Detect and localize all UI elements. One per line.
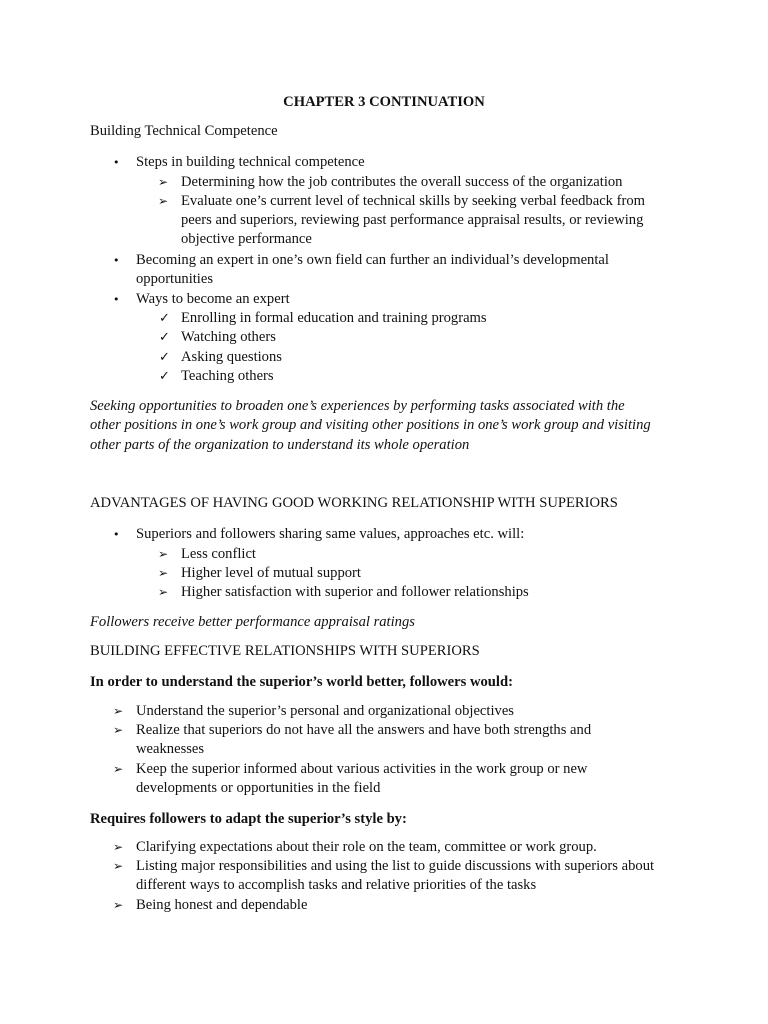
sub-item-evaluate-line2: peers and superiors, reviewing past performance appraisal results, or reviewing — [181, 212, 644, 228]
arrow-marker: ➢ — [113, 898, 124, 912]
list-item-listing-line1: Listing major responsibilities and using the list to guide discussions with superiors about — [136, 858, 655, 874]
italic-paragraph-line1: Seeking opportunities to broaden one’s experiences by performing tasks associated with the — [90, 398, 625, 414]
arrow-marker: ➢ — [113, 723, 124, 737]
list-item-understand-objectives: Understand the superior’s personal and organizational objectives — [136, 703, 514, 719]
italic-paragraph-line2: other positions in one’s work group and visiting other positions in one’s work group and visiting — [90, 417, 651, 433]
arrow-marker: ➢ — [158, 585, 169, 599]
check-item-asking: Asking questions — [181, 349, 282, 365]
arrow-marker: ➢ — [113, 859, 124, 873]
check-icon: ✓ — [159, 350, 170, 365]
bullet-marker: • — [113, 156, 120, 169]
check-item-watching: Watching others — [181, 329, 276, 345]
bold-line-adapt-style: Requires followers to adapt the superior’s style by: — [90, 811, 407, 827]
italic-paragraph-line3: other parts of the organization to understand its whole operation — [90, 437, 470, 453]
list-item-realize-line1: Realize that superiors do not have all the answers and have both strengths and — [136, 722, 592, 738]
arrow-marker: ➢ — [158, 194, 169, 208]
list-item-honest: Being honest and dependable — [136, 897, 308, 913]
check-icon: ✓ — [159, 330, 170, 345]
sub-item-evaluate-line3: objective performance — [181, 231, 312, 247]
arrow-marker: ➢ — [158, 547, 169, 561]
list-item-keep-informed-line2: developments or opportunities in the field — [136, 780, 381, 796]
bold-line-understand-world: In order to understand the superior’s world better, followers would: — [90, 674, 513, 690]
sub-item-less-conflict: Less conflict — [181, 546, 256, 562]
arrow-marker: ➢ — [158, 566, 169, 580]
bullet-superiors-sharing: Superiors and followers sharing same values, approaches etc. will: — [136, 526, 525, 542]
check-icon: ✓ — [159, 311, 170, 326]
bullet-ways: Ways to become an expert — [136, 291, 290, 307]
italic-line-appraisal: Followers receive better performance appraisal ratings — [90, 614, 415, 630]
section-heading-technical-competence: Building Technical Competence — [90, 123, 278, 139]
arrow-marker: ➢ — [158, 175, 169, 189]
list-item-clarifying: Clarifying expectations about their role on the team, committee or work group. — [136, 839, 597, 855]
bullet-expert-line2: opportunities — [136, 271, 214, 287]
chapter-title: CHAPTER 3 CONTINUATION — [283, 94, 485, 110]
bullet-marker: • — [113, 293, 120, 306]
sub-item-satisfaction: Higher satisfaction with superior and follower relationships — [181, 584, 529, 600]
section-heading-advantages: ADVANTAGES OF HAVING GOOD WORKING RELATIONSHIP WITH SUPERIORS — [90, 495, 618, 511]
arrow-marker: ➢ — [113, 704, 124, 718]
list-item-realize-line2: weaknesses — [136, 741, 205, 757]
bullet-marker: • — [113, 254, 120, 267]
list-item-keep-informed-line1: Keep the superior informed about various activities in the work group or new — [136, 761, 588, 777]
list-item-listing-line2: different ways to accomplish tasks and relative priorities of the tasks — [136, 877, 537, 893]
bullet-steps: Steps in building technical competence — [136, 154, 365, 170]
section-heading-building-relationships: BUILDING EFFECTIVE RELATIONSHIPS WITH SUPERIORS — [90, 643, 480, 659]
arrow-marker: ➢ — [113, 762, 124, 776]
bullet-marker: • — [113, 528, 120, 541]
check-item-enrolling: Enrolling in formal education and training programs — [181, 310, 487, 326]
bullet-expert-line1: Becoming an expert in one’s own field can further an individual’s developmental — [136, 252, 609, 268]
check-item-teaching: Teaching others — [181, 368, 274, 384]
sub-item-determining: Determining how the job contributes the overall success of the organization — [181, 174, 623, 190]
check-icon: ✓ — [159, 369, 170, 384]
sub-item-mutual-support: Higher level of mutual support — [181, 565, 361, 581]
arrow-marker: ➢ — [113, 840, 124, 854]
sub-item-evaluate-line1: Evaluate one’s current level of technical skills by seeking verbal feedback from — [181, 193, 645, 209]
